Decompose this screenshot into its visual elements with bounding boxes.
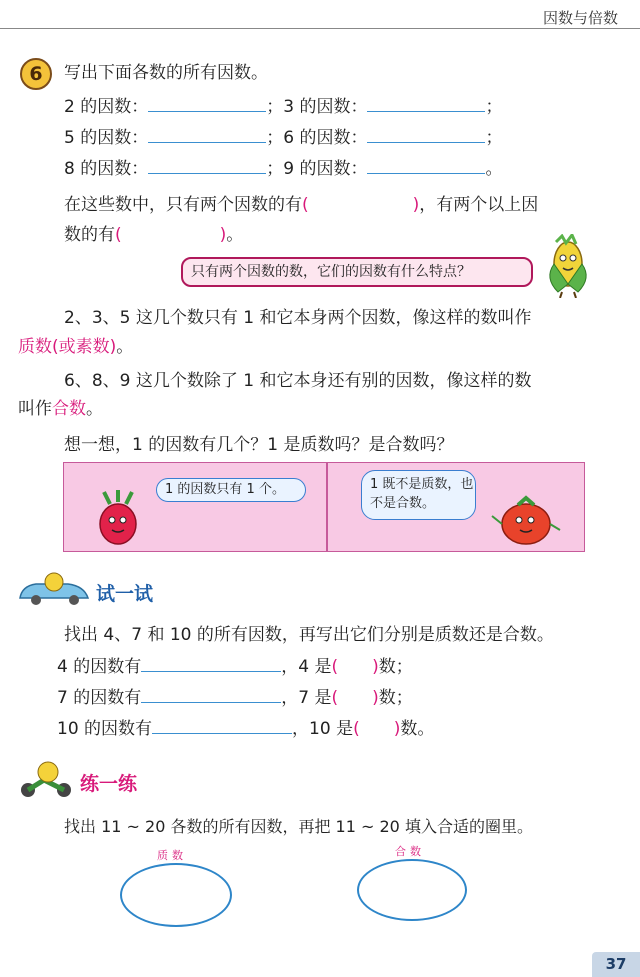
- answer-blank[interactable]: [148, 156, 266, 174]
- think-question: 想一想，1 的因数有几个？1 是质数吗？是合数吗？: [64, 435, 454, 455]
- paren-open: (: [331, 688, 339, 708]
- problem-number-badge: 6: [20, 58, 52, 90]
- try-text: 数。: [400, 719, 435, 739]
- paren-open: (: [353, 719, 360, 739]
- header-title: 因数与倍数: [542, 9, 618, 27]
- try-text: 10 的因数有: [57, 719, 153, 739]
- problem-intro: 写出下面各数的所有因数。: [64, 63, 268, 83]
- factor-row: [64, 125, 502, 149]
- try-intro: 找出 4、7 和 10 的所有因数，再写出它们分别是质数还是合数。: [64, 625, 554, 645]
- prime-definition-line1: 2、3、5 这几个数只有 1 和它本身两个因数，像这样的数叫作: [64, 308, 532, 328]
- composite-text: 叫作: [18, 399, 52, 419]
- header-divider: [0, 28, 640, 29]
- section-label-try: 试一试: [96, 583, 154, 605]
- paren-open: (: [302, 195, 309, 215]
- factor-label: 8 的因数：: [64, 159, 149, 179]
- separator: ；: [485, 97, 503, 117]
- separator: 。: [485, 159, 503, 179]
- prime-definition-line2: [18, 336, 133, 358]
- car-mascot-icon: [16, 572, 92, 608]
- composite-term: 合数: [52, 399, 86, 419]
- answer-blank[interactable]: [367, 156, 485, 174]
- punct: 。: [116, 337, 134, 357]
- oval-label-prime: 质数: [157, 849, 187, 862]
- try-text: 4 的因数有: [57, 657, 142, 677]
- answer-blank[interactable]: [148, 125, 266, 143]
- answer-blank[interactable]: [152, 716, 292, 734]
- tomato-character-icon: [490, 494, 562, 550]
- separator: ；: [485, 128, 503, 148]
- answer-blank[interactable]: [141, 685, 281, 703]
- separator: ；: [266, 128, 284, 148]
- paren-close: ): [372, 657, 379, 677]
- composite-definition-line2: [18, 398, 103, 420]
- paren-close: ): [412, 195, 420, 215]
- paren-close: ): [372, 688, 379, 708]
- factor-label: 3 的因数：: [283, 97, 368, 117]
- factor-row: [64, 156, 502, 180]
- paren-open: (: [331, 657, 339, 677]
- try-row: [57, 685, 413, 709]
- factor-row: [64, 94, 502, 118]
- try-text: 数；: [378, 657, 413, 677]
- page-number: 37: [592, 952, 640, 977]
- question-text: ，有两个以上因: [419, 195, 539, 215]
- answer-blank[interactable]: [141, 654, 281, 672]
- speech-bubble-left: 1 的因数只有 1 个。: [156, 478, 306, 502]
- punct: 。: [86, 399, 103, 419]
- question-text: 在这些数中，只有两个因数的有: [64, 195, 302, 215]
- corn-mascot-icon: [538, 234, 596, 298]
- question-line: [64, 194, 538, 216]
- question-text: 数的有: [64, 225, 115, 245]
- paren-close: ): [393, 719, 401, 739]
- section-label-practice: 练一练: [80, 773, 138, 795]
- answer-blank[interactable]: [148, 94, 266, 112]
- try-text: ，7 是: [281, 688, 332, 708]
- speech-bubble-right: 1 既不是质数，也不是合数。: [361, 470, 476, 520]
- question-line: [64, 224, 243, 246]
- answer-blank[interactable]: [367, 125, 485, 143]
- oval-label-composite: 合数: [395, 845, 425, 858]
- factor-label: 2 的因数：: [64, 97, 149, 117]
- prime-oval[interactable]: [120, 863, 232, 927]
- motorbike-mascot-icon: [16, 760, 76, 800]
- radish-character-icon: [92, 490, 144, 548]
- paren-close: ): [219, 225, 227, 245]
- hint-bubble: 只有两个因数的数，它们的因数有什么特点？: [181, 257, 533, 287]
- practice-intro: 找出 11 ~ 20 各数的所有因数，再把 11 ~ 20 填入合适的圈里。: [64, 817, 533, 836]
- question-text: 。: [226, 225, 244, 245]
- try-text: 数；: [378, 688, 413, 708]
- try-text: ，10 是: [292, 719, 354, 739]
- composite-definition-line1: 6、8、9 这几个数除了 1 和它本身还有别的因数，像这样的数: [64, 371, 532, 391]
- factor-label: 5 的因数：: [64, 128, 149, 148]
- composite-oval[interactable]: [357, 859, 467, 921]
- panel-divider: [326, 462, 328, 552]
- try-row: [57, 716, 434, 740]
- answer-blank[interactable]: [367, 94, 485, 112]
- paren-open: (: [115, 225, 122, 245]
- try-text: 7 的因数有: [57, 688, 142, 708]
- try-row: [57, 654, 413, 678]
- separator: ；: [266, 97, 284, 117]
- try-text: ，4 是: [281, 657, 332, 677]
- prime-term: 质数(或素数): [18, 337, 117, 357]
- factor-label: 6 的因数：: [283, 128, 368, 148]
- factor-label: 9 的因数：: [283, 159, 368, 179]
- separator: ；: [266, 159, 284, 179]
